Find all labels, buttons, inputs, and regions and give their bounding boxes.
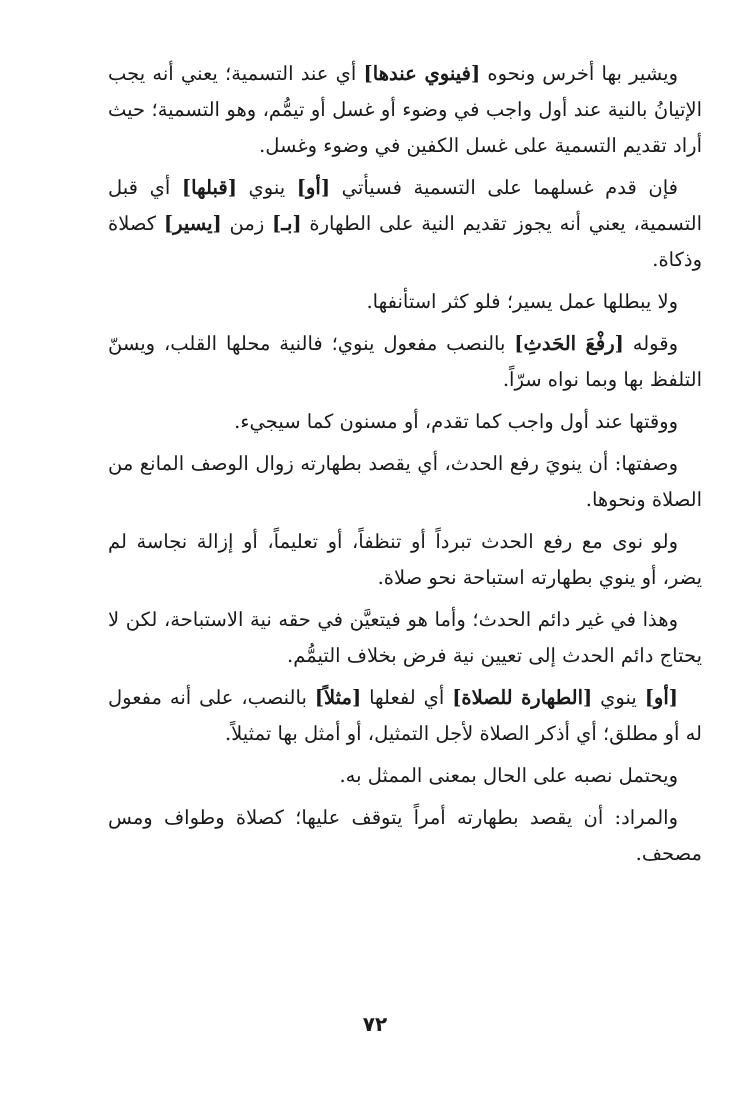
paragraph xyxy=(108,56,702,164)
bold-term: [قبلها] xyxy=(181,176,237,199)
text-run: أي عند التسمية؛ يعني أنه يجب الإتيانُ بالنية عند أول واجب في وضوء أو غسل أو تيمُّم، وهو التسمية؛ حيث أراد تقديم التسمية على غسل الكفين في وضوء وغسل. xyxy=(108,62,702,157)
text-run: ويشير بها أخرس ونحوه xyxy=(480,62,678,85)
text-run: أي قبل التسمية، يعني أنه يجوز تقديم النية على الطهارة xyxy=(108,176,703,235)
paragraph xyxy=(108,800,702,872)
text-run: بالنصب مفعول ينوي؛ فالنية محلها القلب، ويسنّ التلفظ بها وبما نواه سرّاً. xyxy=(108,332,702,391)
bold-term: [فينوي عندها] xyxy=(363,62,481,85)
text-run: بالنصب، على أنه مفعول له أو مطلق؛ أي أذكر الصلاة لأجل التمثيل، أو أمثل بها تمثيلاً. xyxy=(108,686,702,745)
paragraph xyxy=(108,404,702,440)
paragraph xyxy=(108,602,702,674)
text-run: ولو نوى مع رفع الحدث تبرداً أو تنظفاً، أو تعليماً، أو إزالة نجاسة لم يضر، أو ينوي بطهارته استباحة نحو صلاة. xyxy=(108,530,702,589)
bold-term: [رفْعَ الحَدثِ] xyxy=(514,332,624,355)
bold-term: [أو] xyxy=(644,686,678,709)
page-body xyxy=(108,56,702,878)
text-run: زمن xyxy=(221,212,273,235)
paragraph xyxy=(108,680,702,752)
paragraph xyxy=(108,758,702,794)
text-run: وصفتها: أن ينويَ رفع الحدث، أي يقصد بطهارته زوال الوصف المانع من الصلاة ونحوها. xyxy=(108,452,702,511)
text-run: ينوي xyxy=(592,686,645,709)
text-run: وهذا في غير دائم الحدث؛ وأما هو فيتعيَّن في حقه نية الاستباحة، لكن لا يحتاج دائم الحدث إلى تعيين نية فرض بخلاف التيمُّم. xyxy=(108,608,702,667)
text-run: وقوله xyxy=(623,332,678,355)
text-run: كصلاة وذكاة. xyxy=(108,212,702,271)
bold-term: [يسير] xyxy=(163,212,222,235)
bold-term: [بـ] xyxy=(272,212,302,235)
paragraph xyxy=(108,326,702,398)
paragraph xyxy=(108,284,702,320)
text-run: ولا يبطلها عمل يسير؛ فلو كثر استأنفها. xyxy=(366,290,678,313)
text-run: أي لفعلها xyxy=(361,686,453,709)
paragraph xyxy=(108,524,702,596)
text-run: فإن قدم غسلهما على التسمية فسيأتي xyxy=(330,176,678,199)
bold-term: [الطهارة للصلاة] xyxy=(452,686,593,709)
paragraph xyxy=(108,446,702,518)
bold-term: [مثلاً] xyxy=(314,686,362,709)
text-run: ينوي xyxy=(236,176,297,199)
page-number: ٧٢ xyxy=(362,1012,388,1036)
text-run: ووقتها عند أول واجب كما تقدم، أو مسنون كما سيجيء. xyxy=(234,410,678,433)
text-run: والمراد: أن يقصد بطهارته أمراً يتوقف عليها؛ كصلاة وطواف ومس مصحف. xyxy=(108,806,702,865)
bold-term: [أو] xyxy=(296,176,331,199)
paragraph xyxy=(108,170,702,278)
text-run: ويحتمل نصبه على الحال بمعنى الممثل به. xyxy=(339,764,678,787)
